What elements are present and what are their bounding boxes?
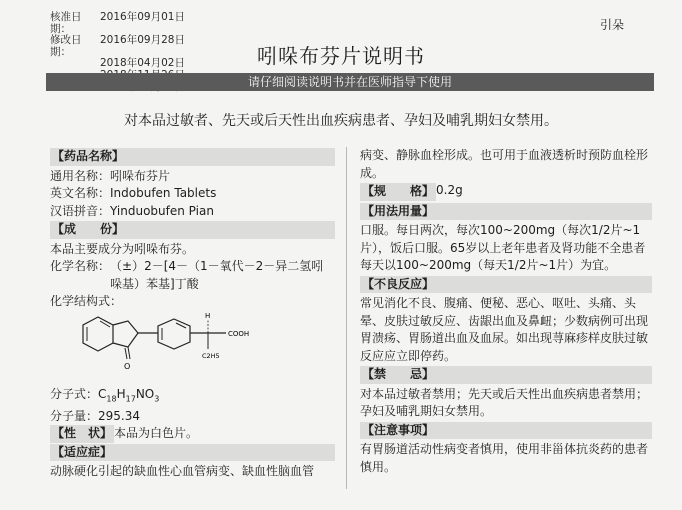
right-column [360,147,652,476]
dosage-text: 口服。每日两次，每次100~200mg（每次1/2片~1片），饭后口服。65岁以上老年患者及肾功能不全患者每天以100~200mg（每天1/2片~1片）为宜。 [360,223,646,272]
ethyl-label: C2H5 [202,351,220,360]
revised-date: 2016年09月28日 [100,34,185,47]
indication-header: 【适应症】 [50,444,335,462]
appearance-text: 本品为白色片。 [114,426,199,441]
spec-header: 【规 格】 [360,183,436,201]
structure-label: 化学结构式： [50,294,123,308]
molecular-weight: 分子量：295.34 [50,408,140,423]
instruction-banner: 请仔细阅读说明书并在医师指导下使用 [46,73,654,91]
revised-date: 2018年04月02日 [100,57,185,70]
approved-date: 2016年09月01日 [100,11,185,23]
contraindication-warning: 对本品过敏者、先天或后天性出血疾病患者、孕妇及哺乳期妇女禁用。 [124,113,558,129]
chemical-name-label: 化学名称： [50,259,111,273]
column-divider [346,147,347,489]
brand-mark: 引朵 [599,18,624,32]
contraindications-header: 【禁 忌】 [360,366,652,384]
generic-name: 通用名称：吲哚布芬片 [50,168,171,183]
indication-continued: 病变、静脉血栓形成。也可用于血液透析时预防血栓形成。 [360,148,649,180]
revised-date-label: 修改日期： [50,34,82,58]
molecular-formula: 分子式：$C_{18}H_{17}NO_3$ [50,387,160,404]
document-title: 吲哚布芬片说明书 [257,44,425,68]
chemical-name: （±）2－[4－（1－氧代－2－异二氢吲哚基）苯基]丁酸 [110,259,324,291]
appearance-header: 【性 状】 [50,425,114,443]
adverse-reactions-text: 常见消化不良、腹痛、便秘、恶心、呕吐、头痛、头晕、皮肤过敏反应、齿龈出血及鼻衄；少数病例可出现胃溃疡、胃肠道出血及血尿。如出现荨麻疹样皮肤过敏反应应立即停药。 [360,296,649,363]
oxygen-label: O [124,361,131,371]
dosage-header: 【用法用量】 [360,203,652,221]
spec-text: 0.2g [436,183,463,197]
english-name: 英文名称：Indobufen Tablets [50,186,217,200]
hydrogen-label: H [205,311,211,320]
chemical-structure-diagram [50,311,335,377]
ingredients-text: 本品主要成分为吲哚布芬。 [50,241,195,256]
precautions-text: 有胃肠道活动性病变者慎用，使用非甾体抗炎药的患者慎用。 [360,442,649,474]
approved-date-label: 核准日期： [50,11,82,35]
contraindications-text: 对本品过敏者禁用；先天或后天性出血疾病患者禁用；孕妇及哺乳期妇女禁用。 [360,386,649,418]
pinyin-name: 汉语拼音：Yinduobufen Pian [50,203,214,218]
drug-name-header: 【药品名称】 [50,148,335,166]
cooh-label: COOH [228,329,250,338]
precautions-header: 【注意事项】 [360,422,652,440]
ingredients-header: 【成 份】 [50,221,335,239]
indication-text: 动脉硬化引起的缺血性心血管病变、缺血性脑血管 [50,464,315,479]
adverse-reactions-header: 【不良反应】 [360,276,652,294]
left-column [50,147,335,481]
